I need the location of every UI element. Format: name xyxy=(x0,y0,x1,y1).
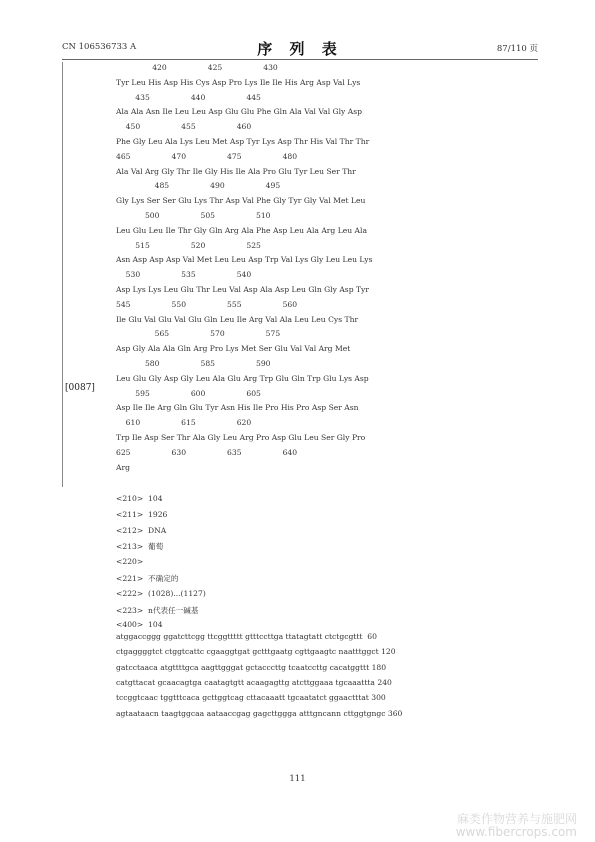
sequence-line: Asn Asp Asp Asp Val Met Leu Leu Asp Trp Val Lys Gly Leu Leu Lys xyxy=(116,255,373,265)
dna-line: tccggtcaac tggtttcaca gcttggtcag cttacaaatt tgcaatatct ggaactttat 300 xyxy=(116,693,386,703)
sequence-line: Phe Gly Leu Ala Lys Leu Met Asp Tyr Lys Asp Thr His Val Thr Thr xyxy=(116,137,370,146)
dna-line: catgttacat gcaacagtga caatagtgtt acaagagttg atcttggaaa tgcaaattta 240 xyxy=(116,677,392,687)
metadata-line: <222> (1028)...(1127) xyxy=(116,588,206,598)
metadata-line: <221> 不确定的 xyxy=(116,574,179,583)
sequence-line: Asp Lys Lys Leu Glu Thr Leu Val Asp Ala Asp Leu Gln Gly Asp Tyr xyxy=(116,285,369,294)
metadata-line: <210> 104 xyxy=(116,494,163,503)
sequence-line: Ala Val Arg Gly Thr Ile Gly His Ile Ala Pro Glu Tyr Leu Ser Thr xyxy=(116,166,356,176)
sequence-line: Gly Lys Ser Ser Glu Lys Thr Asp Val Phe Gly Tyr Gly Val Met Leu xyxy=(116,196,366,206)
sequence-line: Ala Ala Asn Ile Leu Leu Asp Glu Glu Phe Gln Ala Val Val Gly Asp xyxy=(116,107,362,117)
sequence-line: 530 535 540 xyxy=(116,270,252,280)
sequence-line: Arg xyxy=(116,462,130,472)
sequence-line: Tyr Leu His Asp His Cys Asp Pro Lys Ile Ile His Arg Asp Val Lys xyxy=(116,77,361,87)
dna-line: atggaccggg ggatcttcgg ttcggttttt gtttccttga ttatagtatt ctctgcgttt 60 xyxy=(116,632,377,641)
sequence-line: 565 570 575 xyxy=(116,329,281,339)
page-header xyxy=(62,38,538,58)
sequence-line: 465 470 475 480 xyxy=(116,151,298,161)
document-id: CN 106536733 A xyxy=(62,42,137,52)
paragraph-number: [0087] xyxy=(65,383,95,393)
dna-line: agtaataacn taagtggcaa aataaccgag gagcttggga atttgncann cttggtgngc 360 xyxy=(116,708,403,718)
sequence-line: 435 440 445 xyxy=(116,92,261,102)
header-rule xyxy=(62,59,538,60)
metadata-line: <220> xyxy=(116,557,144,567)
watermark-line-1: 麻类作物营养与施肥网 xyxy=(456,812,577,826)
sequence-line: Ile Glu Val Glu Val Glu Gln Leu Ile Arg Val Ala Leu Leu Cys Thr xyxy=(116,314,359,324)
metadata-line: <212> DNA xyxy=(116,525,167,535)
page-title: 序 列 表 xyxy=(257,40,343,58)
sequence-line: 420 425 430 xyxy=(116,63,278,72)
sequence-line: Trp Ile Asp Ser Thr Ala Gly Leu Arg Pro Asp Glu Leu Ser Gly Pro xyxy=(116,433,366,442)
sequence-line: 595 600 605 xyxy=(116,388,261,398)
watermark-line-2: www.fibercrops.com xyxy=(455,825,577,839)
sequence-line: 500 505 510 xyxy=(116,211,271,220)
sequence-line: Asp Gly Ala Ala Gln Arg Pro Lys Met Ser Glu Val Val Arg Met xyxy=(116,344,351,354)
metadata-line: <213> 葡萄 xyxy=(116,542,164,552)
sequence-line: 450 455 460 xyxy=(116,122,252,132)
sequence-line: Asp Ile Ile Arg Gln Glu Tyr Asn His Ile Pro His Pro Asp Ser Asn xyxy=(116,403,359,413)
page-counter: 87/110 页 xyxy=(496,44,538,54)
sequence-line: 610 615 620 xyxy=(116,418,252,428)
metadata-line: <400> 104 xyxy=(116,620,163,630)
metadata-line: <223> n代表任一碱基 xyxy=(116,605,199,615)
sequence-line: 580 585 590 xyxy=(116,359,271,368)
page-number: 111 xyxy=(289,774,306,784)
sequence-line: Leu Glu Gly Asp Gly Leu Ala Glu Arg Trp Glu Gln Trp Glu Lys Asp xyxy=(116,373,369,383)
metadata-line: <211> 1926 xyxy=(116,509,168,519)
sequence-line: 515 520 525 xyxy=(116,240,261,250)
dna-line: ctgaggggtct ctggtcattc cgaaggtgat gctttgaatg cgttgaagtc naatttggct 120 xyxy=(116,647,396,657)
sequence-line: 545 550 555 560 xyxy=(116,299,298,309)
margin-rule xyxy=(62,62,63,487)
sequence-line: 485 490 495 xyxy=(116,181,281,191)
sequence-line: Leu Glu Leu Ile Thr Gly Gln Arg Ala Phe Asp Leu Ala Arg Leu Ala xyxy=(116,225,367,235)
dna-line: gatcctaaca atgttttgca aagttgggat gctacccttg tcaatccttg cacatggttt 180 xyxy=(116,662,387,672)
sequence-line: 625 630 635 640 xyxy=(116,447,298,457)
